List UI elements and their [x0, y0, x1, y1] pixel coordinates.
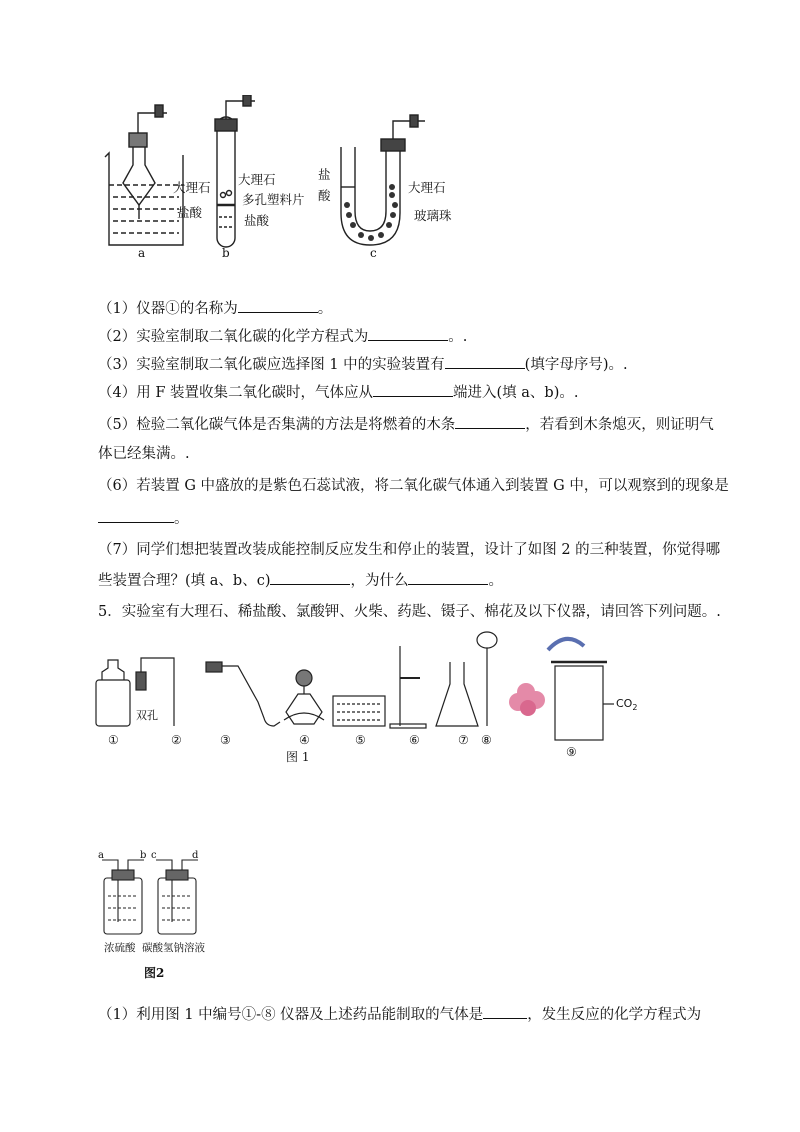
question-4: （4）用 F 装置收集二氧化碳时，气体应从 端进入(填 a、b)。. — [98, 382, 578, 403]
fig1-num-4: ④ — [299, 733, 310, 747]
label-co2: $CO_2$ — [616, 697, 638, 713]
label-yansuan-b: 盐酸 — [244, 213, 270, 228]
fig2-caption: 图2 — [144, 966, 165, 980]
fig2-port-c: c — [151, 850, 157, 861]
label-duokong-b: 多孔塑料片 — [242, 192, 305, 207]
question-5-title: 5．实验室有大理石、稀盐酸、氯酸钾、火柴、药匙、镊子、棉花及以下仪器，请回答下列问题。. — [98, 604, 721, 620]
answer-blank[interactable] — [98, 508, 174, 523]
question-7-cont: 些装置合理？(填 a、b、c) ，为什么 。 — [98, 570, 503, 591]
question-5: （5）检验二氧化碳气体是否集满的方法是将燃着的木条 ，若看到木条熄灭，则证明气 — [98, 414, 714, 435]
label-yansuan-a: 盐酸 — [177, 205, 203, 220]
fig1-num-7: ⑦ — [458, 733, 469, 747]
question-5-cont: 体已经集满。. — [98, 446, 190, 462]
fig1-num-5: ⑤ — [355, 733, 366, 747]
caption-c: c — [370, 246, 377, 260]
label-dali-b: 大理石 — [238, 172, 276, 187]
fig1-num-6: ⑥ — [409, 733, 420, 747]
fig1-num-8: ⑧ — [481, 733, 492, 747]
label-suan-c: 酸 — [318, 188, 331, 203]
question-7: （7）同学们想把装置改装成能控制反应发生和停止的装置，设计了如图 2 的三种装置，你觉得哪 — [98, 542, 721, 558]
answer-blank[interactable] — [483, 1004, 527, 1019]
fig2-label-sulfuric: 浓硫酸 — [104, 942, 136, 954]
question-3: （3）实验室制取二氧化碳应选择图 1 中的实验装置有 (填字母序号)。. — [98, 354, 628, 375]
answer-blank[interactable] — [368, 326, 448, 341]
question-2: （2）实验室制取二氧化碳的化学方程式为 。. — [98, 326, 467, 347]
answer-blank[interactable] — [373, 382, 453, 397]
label-dali-a: 大理石 — [173, 180, 211, 195]
fig1-num-1: ① — [108, 733, 119, 747]
answer-blank[interactable] — [270, 570, 350, 585]
caption-b: b — [222, 246, 230, 260]
fig1-num-3: ③ — [220, 733, 231, 747]
instruments-figure-1 — [88, 622, 688, 742]
question-6: （6）若装置 G 中盛放的是紫色石蕊试液，将二氧化碳气体通入到装置 G 中，可以观察到的现象是 — [98, 478, 729, 494]
question-6-cont: 。 — [98, 508, 189, 529]
answer-blank[interactable] — [455, 414, 525, 429]
question-5-sub1: （1）利用图 1 中编号①-⑧ 仪器及上述药品能制取的气体是 ，发生反应的化学方程式为 — [98, 1004, 701, 1025]
label-shuangkong: 双孔 — [136, 709, 158, 722]
fig2-port-d: d — [192, 850, 199, 861]
label-boli-c: 玻璃珠 — [414, 208, 452, 223]
fig1-num-9: ⑨ — [566, 745, 577, 759]
caption-a: a — [138, 246, 146, 260]
question-1: （1）仪器①的名称为 。 — [98, 298, 332, 319]
washing-bottles-figure-2 — [98, 852, 208, 938]
answer-blank[interactable] — [408, 570, 488, 585]
fig2-label-bicarbonate: 碳酸氢钠溶液 — [142, 942, 205, 954]
answer-blank[interactable] — [238, 298, 318, 313]
fig2-port-b: b — [140, 850, 147, 861]
label-dali-c: 大理石 — [408, 180, 446, 195]
fig1-num-2: ② — [171, 733, 182, 747]
fig2-port-a: a — [98, 850, 104, 861]
label-yan-c: 盐 — [318, 167, 331, 182]
fig1-caption: 图 1 — [286, 750, 310, 764]
answer-blank[interactable] — [445, 354, 525, 369]
